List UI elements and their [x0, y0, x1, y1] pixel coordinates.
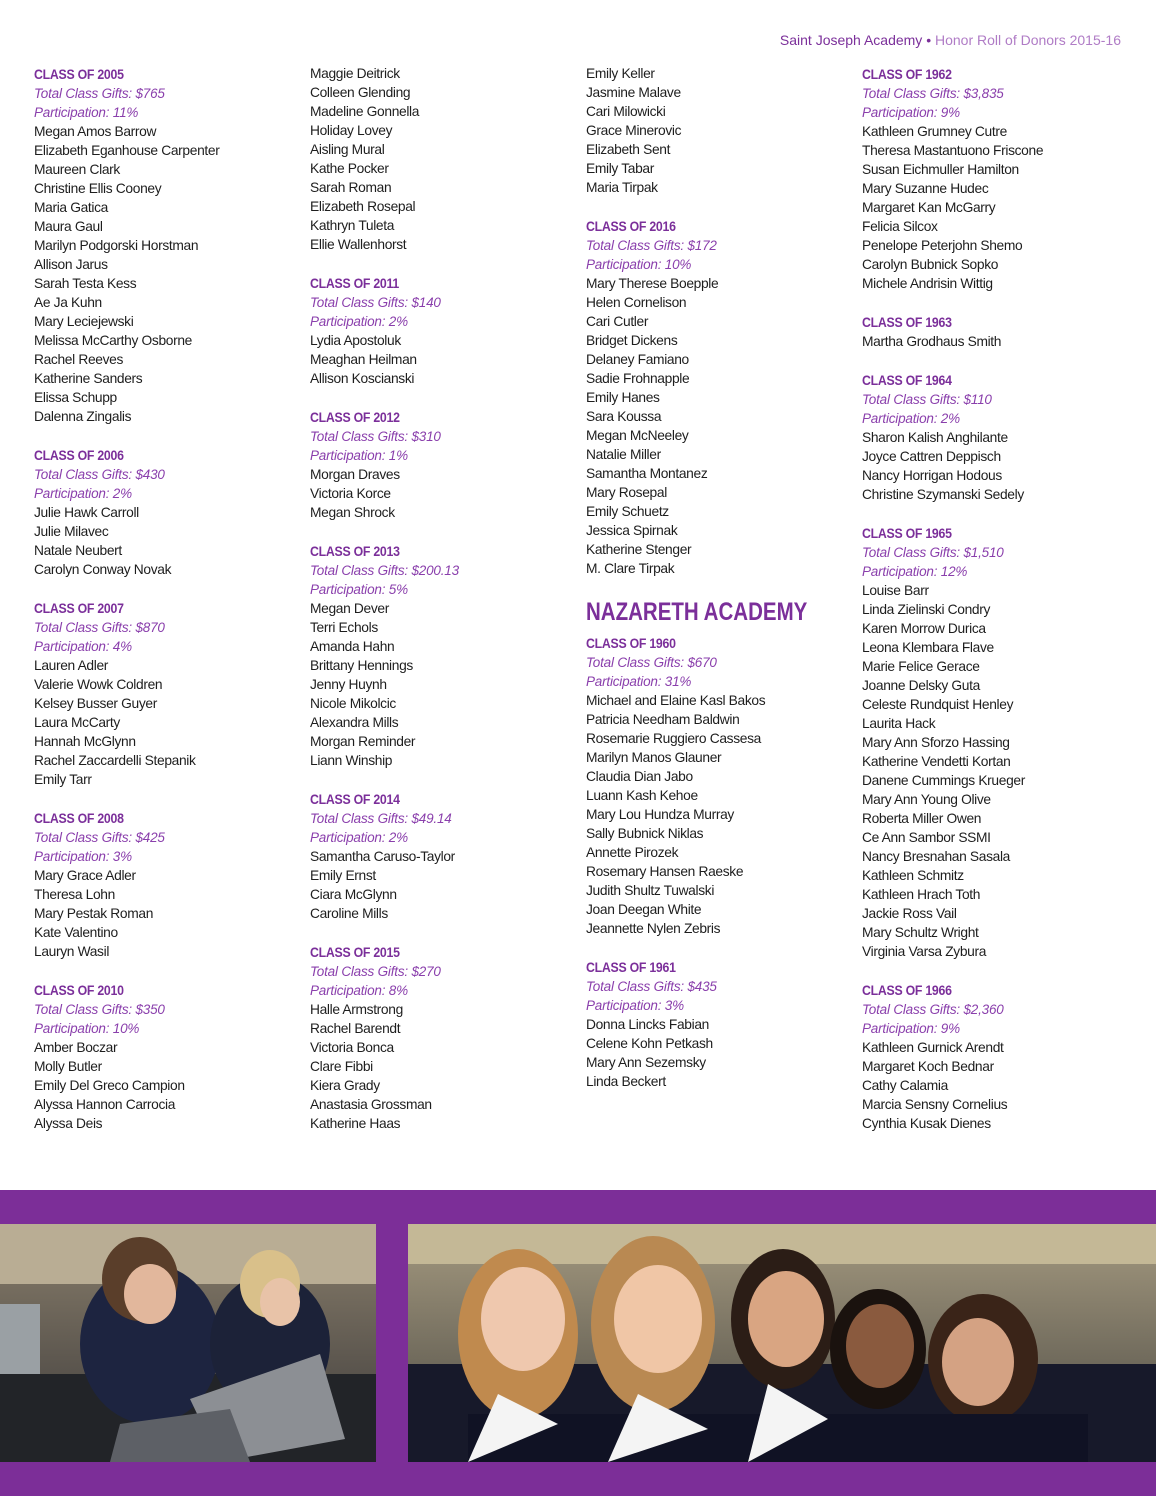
donor-name: Sadie Frohnapple [586, 371, 690, 386]
donor-name: Jackie Ross Vail [862, 906, 957, 921]
donor-list [862, 581, 1127, 961]
donor-name: Maura Gaul [34, 219, 103, 234]
donor-name: Carolyn Conway Novak [34, 562, 172, 577]
donor-name: Mary Leciejewski [34, 314, 134, 329]
donor-name: Penelope Peterjohn Shemo [862, 238, 1023, 253]
class-participation: Participation: 3% [34, 849, 132, 864]
donor-name: Megan Shrock [310, 505, 395, 520]
donor-name: Madeline Gonnella [310, 104, 420, 119]
column-4 [862, 64, 1127, 1152]
donor-name: Helen Cornelison [586, 295, 687, 310]
donor-name: Mary Ann Sezemsky [586, 1055, 706, 1070]
donor-name: Martha Grodhaus Smith [862, 334, 1002, 349]
donor-list [34, 656, 299, 789]
class-participation: Participation: 2% [310, 314, 408, 329]
class-section [310, 273, 575, 388]
class-heading: CLASS OF 1961 [586, 959, 676, 975]
donor-list [586, 274, 851, 578]
donor-name: Sarah Testa Kess [34, 276, 137, 291]
donor-name: Kathleen Gurnick Arendt [862, 1040, 1004, 1055]
donor-name: Michael and Elaine Kasl Bakos [586, 693, 766, 708]
donor-name: Clare Fibbi [310, 1059, 373, 1074]
class-heading: CLASS OF 2012 [310, 409, 400, 425]
class-section [586, 64, 851, 197]
class-section [586, 597, 851, 938]
donor-name: Karen Morrow Durica [862, 621, 986, 636]
donor-name: Leona Klembara Flave [862, 640, 994, 655]
donor-name: Jessica Spirnak [586, 523, 678, 538]
donor-name: Joyce Cattren Deppisch [862, 449, 1001, 464]
donor-name: Grace Minerovic [586, 123, 682, 138]
donor-name: Roberta Miller Owen [862, 811, 982, 826]
class-participation: Participation: 2% [310, 830, 408, 845]
class-participation: Participation: 2% [862, 411, 960, 426]
donor-name: Mary Ann Sforzo Hassing [862, 735, 1010, 750]
class-total-gifts: Total Class Gifts: $110 [862, 392, 992, 407]
donor-name: Emily Del Greco Campion [34, 1078, 185, 1093]
class-participation: Participation: 11% [34, 105, 139, 120]
donor-name: Emily Tabar [586, 161, 654, 176]
donor-name: Terri Echols [310, 620, 378, 635]
donor-name: Linda Beckert [586, 1074, 666, 1089]
donor-name: Mary Suzanne Hudec [862, 181, 989, 196]
donor-name: Morgan Draves [310, 467, 400, 482]
class-participation: Participation: 3% [586, 998, 684, 1013]
donor-name: Katherine Stenger [586, 542, 692, 557]
class-participation: Participation: 4% [34, 639, 132, 654]
donor-list [310, 1000, 575, 1133]
donor-name: Halle Armstrong [310, 1002, 403, 1017]
donor-name: Lauren Adler [34, 658, 109, 673]
donor-name: Louise Barr [862, 583, 929, 598]
header-title: Honor Roll of Donors 2015-16 [935, 32, 1121, 48]
donor-name: Rachel Barendt [310, 1021, 401, 1036]
donor-name: Jasmine Malave [586, 85, 681, 100]
donor-name: Katherine Sanders [34, 371, 143, 386]
donor-name: Kathleen Hrach Toth [862, 887, 981, 902]
class-heading: CLASS OF 2006 [34, 447, 124, 463]
donor-name: Nancy Bresnahan Sasala [862, 849, 1010, 864]
donor-list [586, 64, 851, 197]
donor-list [34, 503, 299, 579]
donor-name: Carolyn Bubnick Sopko [862, 257, 999, 272]
donor-list [310, 64, 575, 254]
donor-name: Amanda Hahn [310, 639, 395, 654]
donor-name: Nicole Mikolcic [310, 696, 396, 711]
donor-name: Alexandra Mills [310, 715, 399, 730]
header-separator: • [926, 32, 932, 48]
donor-list [310, 465, 575, 522]
donor-name: Ae Ja Kuhn [34, 295, 102, 310]
donor-name: Emily Tarr [34, 772, 92, 787]
donor-name: Julie Milavec [34, 524, 109, 539]
donor-name: M. Clare Tirpak [586, 561, 675, 576]
donor-name: Melissa McCarthy Osborne [34, 333, 192, 348]
donor-name: Victoria Bonca [310, 1040, 394, 1055]
class-section [862, 523, 1127, 961]
donor-name: Valerie Wowk Coldren [34, 677, 163, 692]
donor-name: Hannah McGlynn [34, 734, 136, 749]
class-heading: CLASS OF 2008 [34, 810, 124, 826]
donor-name: Rachel Zaccardelli Stepanik [34, 753, 196, 768]
donor-name: Alyssa Deis [34, 1116, 103, 1131]
class-heading: CLASS OF 2010 [34, 982, 124, 998]
class-heading: CLASS OF 1966 [862, 982, 952, 998]
donor-list [862, 428, 1127, 504]
donor-name: Mary Ann Young Olive [862, 792, 991, 807]
class-section [34, 808, 299, 961]
class-total-gifts: Total Class Gifts: $49.14 [310, 811, 452, 826]
donor-name: Natale Neubert [34, 543, 122, 558]
donor-name: Liann Winship [310, 753, 393, 768]
class-section [310, 942, 575, 1133]
donor-name: Susan Eichmuller Hamilton [862, 162, 1019, 177]
donor-name: Kathleen Grumney Cutre [862, 124, 1007, 139]
class-total-gifts: Total Class Gifts: $350 [34, 1002, 165, 1017]
donor-name: Emily Keller [586, 66, 655, 81]
donor-name: Marie Felice Gerace [862, 659, 980, 674]
donor-name: Megan McNeeley [586, 428, 689, 443]
donor-name: Jenny Huynh [310, 677, 387, 692]
class-total-gifts: Total Class Gifts: $425 [34, 830, 165, 845]
donor-list [862, 332, 1127, 351]
donor-name: Kelsey Busser Guyer [34, 696, 157, 711]
donor-name: Lydia Apostoluk [310, 333, 401, 348]
class-section [862, 64, 1127, 293]
donor-name: Megan Dever [310, 601, 389, 616]
donor-name: Marilyn Manos Glauner [586, 750, 722, 765]
donor-name: Ciara McGlynn [310, 887, 397, 902]
donor-name: Maureen Clark [34, 162, 120, 177]
donor-name: Laurita Hack [862, 716, 936, 731]
donor-name: Mary Pestak Roman [34, 906, 154, 921]
class-heading: CLASS OF 2005 [34, 66, 124, 82]
class-heading: CLASS OF 1962 [862, 66, 952, 82]
donor-name: Christine Szymanski Sedely [862, 487, 1024, 502]
donor-name: Dalenna Zingalis [34, 409, 132, 424]
class-participation: Participation: 9% [862, 1021, 960, 1036]
donor-name: Marcia Sensny Cornelius [862, 1097, 1008, 1112]
class-total-gifts: Total Class Gifts: $435 [586, 979, 717, 994]
donor-name: Christine Ellis Cooney [34, 181, 162, 196]
donor-name: Sally Bubnick Niklas [586, 826, 704, 841]
donor-name: Samantha Montanez [586, 466, 708, 481]
class-participation: Participation: 9% [862, 105, 960, 120]
class-section [34, 980, 299, 1133]
class-total-gifts: Total Class Gifts: $3,835 [862, 86, 1004, 101]
donor-name: Natalie Miller [586, 447, 661, 462]
class-total-gifts: Total Class Gifts: $140 [310, 295, 441, 310]
donor-list [310, 599, 575, 770]
class-section [34, 598, 299, 789]
donor-name: Judith Shultz Tuwalski [586, 883, 715, 898]
class-section [862, 980, 1127, 1133]
donor-name: Molly Butler [34, 1059, 102, 1074]
donor-name: Sharon Kalish Anghilante [862, 430, 1008, 445]
class-total-gifts: Total Class Gifts: $430 [34, 467, 165, 482]
class-total-gifts: Total Class Gifts: $870 [34, 620, 165, 635]
donor-name: Maggie Deitrick [310, 66, 400, 81]
donor-name: Mary Schultz Wright [862, 925, 979, 940]
donor-name: Ce Ann Sambor SSMI [862, 830, 991, 845]
class-participation: Participation: 2% [34, 486, 132, 501]
donor-list [34, 1038, 299, 1133]
donor-name: Elizabeth Sent [586, 142, 671, 157]
class-participation: Participation: 31% [586, 674, 692, 689]
donor-name: Holiday Lovey [310, 123, 393, 138]
photo-students-group [408, 1224, 1156, 1462]
donor-list [862, 1038, 1127, 1133]
donor-name: Felicia Silcox [862, 219, 938, 234]
donor-name: Linda Zielinski Condry [862, 602, 991, 617]
donor-list [862, 122, 1127, 293]
donor-name: Kathleen Schmitz [862, 868, 964, 883]
class-heading: CLASS OF 2016 [586, 218, 676, 234]
donor-name: Delaney Famiano [586, 352, 689, 367]
donor-name: Kiera Grady [310, 1078, 380, 1093]
donor-name: Allison Koscianski [310, 371, 415, 386]
column-1 [34, 64, 299, 1152]
donor-name: Rosemary Hansen Raeske [586, 864, 744, 879]
class-total-gifts: Total Class Gifts: $1,510 [862, 545, 1004, 560]
donor-name: Luann Kash Kehoe [586, 788, 698, 803]
class-heading: CLASS OF 1960 [586, 635, 676, 651]
class-participation: Participation: 12% [862, 564, 968, 579]
donor-name: Joanne Delsky Guta [862, 678, 980, 693]
donor-name: Katherine Vendetti Kortan [862, 754, 1011, 769]
donor-name: Rachel Reeves [34, 352, 124, 367]
class-participation: Participation: 10% [34, 1021, 140, 1036]
donor-name: Samantha Caruso-Taylor [310, 849, 455, 864]
donor-name: Megan Amos Barrow [34, 124, 157, 139]
page-header [780, 31, 1121, 49]
class-participation: Participation: 8% [310, 983, 408, 998]
class-participation: Participation: 1% [310, 448, 408, 463]
donor-name: Annette Pirozek [586, 845, 679, 860]
donor-name: Anastasia Grossman [310, 1097, 432, 1112]
class-total-gifts: Total Class Gifts: $310 [310, 429, 441, 444]
donor-name: Claudia Dian Jabo [586, 769, 693, 784]
class-heading: CLASS OF 2013 [310, 543, 400, 559]
donor-name: Mary Therese Boepple [586, 276, 719, 291]
donor-name: Sarah Roman [310, 180, 392, 195]
header-school: Saint Joseph Academy [779, 32, 923, 48]
class-heading: CLASS OF 2014 [310, 791, 400, 807]
donor-list [310, 847, 575, 923]
class-section [310, 407, 575, 522]
donor-name: Elissa Schupp [34, 390, 117, 405]
class-section [586, 216, 851, 578]
class-heading: CLASS OF 2007 [34, 600, 124, 616]
donor-name: Sara Koussa [586, 409, 662, 424]
donor-name: Margaret Kan McGarry [862, 200, 996, 215]
donor-name: Aisling Mural [310, 142, 385, 157]
donor-name: Rosemarie Ruggiero Cassesa [586, 731, 761, 746]
donor-name: Kathryn Tuleta [310, 218, 395, 233]
donor-name: Jeannette Nylen Zebris [586, 921, 721, 936]
class-section [34, 64, 299, 426]
donor-name: Cari Milowicki [586, 104, 666, 119]
class-participation: Participation: 10% [586, 257, 692, 272]
donor-name: Nancy Horrigan Hodous [862, 468, 1002, 483]
donor-name: Julie Hawk Carroll [34, 505, 139, 520]
donor-name: Virginia Varsa Zybura [862, 944, 987, 959]
donor-name: Lauryn Wasil [34, 944, 110, 959]
donor-name: Danene Cummings Krueger [862, 773, 1025, 788]
donor-name: Theresa Lohn [34, 887, 115, 902]
donor-name: Emily Schuetz [586, 504, 669, 519]
donor-name: Amber Boczar [34, 1040, 118, 1055]
class-section [34, 445, 299, 579]
class-total-gifts: Total Class Gifts: $172 [586, 238, 717, 253]
donor-name: Theresa Mastantuono Friscone [862, 143, 1044, 158]
donor-name: Elizabeth Rosepal [310, 199, 416, 214]
class-section [862, 370, 1127, 504]
donor-name: Caroline Mills [310, 906, 388, 921]
donor-name: Laura McCarty [34, 715, 120, 730]
column-3 [586, 64, 851, 1110]
class-participation: Participation: 5% [310, 582, 408, 597]
donor-name: Kate Valentino [34, 925, 118, 940]
academy-heading: NAZARETH ACADEMY [586, 598, 808, 626]
donor-name: Joan Deegan White [586, 902, 702, 917]
donor-name: Brittany Hennings [310, 658, 413, 673]
donor-name: Margaret Koch Bednar [862, 1059, 994, 1074]
donor-name: Maria Tirpak [586, 180, 658, 195]
class-section [310, 64, 575, 254]
donor-name: Cynthia Kusak Dienes [862, 1116, 991, 1131]
donor-name: Mary Lou Hundza Murray [586, 807, 734, 822]
class-heading: CLASS OF 1963 [862, 314, 952, 330]
donor-name: Bridget Dickens [586, 333, 678, 348]
class-total-gifts: Total Class Gifts: $670 [586, 655, 717, 670]
donor-list [586, 691, 851, 938]
class-total-gifts: Total Class Gifts: $765 [34, 86, 165, 101]
donor-name: Michele Andrisin Wittig [862, 276, 993, 291]
donor-name: Maria Gatica [34, 200, 109, 215]
donor-name: Elizabeth Eganhouse Carpenter [34, 143, 220, 158]
donor-name: Emily Hanes [586, 390, 660, 405]
donor-name: Kathe Pocker [310, 161, 389, 176]
donor-name: Katherine Haas [310, 1116, 401, 1131]
donor-name: Celeste Rundquist Henley [862, 697, 1014, 712]
photo-students-laptop [0, 1224, 376, 1462]
class-section [310, 789, 575, 923]
column-2 [310, 64, 575, 1152]
donor-name: Marilyn Podgorski Horstman [34, 238, 199, 253]
donor-name: Patricia Needham Baldwin [586, 712, 740, 727]
class-heading: CLASS OF 2015 [310, 944, 400, 960]
class-total-gifts: Total Class Gifts: $2,360 [862, 1002, 1004, 1017]
donor-list [34, 866, 299, 961]
class-total-gifts: Total Class Gifts: $200.13 [310, 563, 459, 578]
donor-name: Ellie Wallenhorst [310, 237, 407, 252]
class-section [586, 957, 851, 1091]
donor-name: Cari Cutler [586, 314, 649, 329]
donor-name: Alyssa Hannon Carrocia [34, 1097, 176, 1112]
donor-list [34, 122, 299, 426]
class-section [310, 541, 575, 770]
donor-name: Allison Jarus [34, 257, 108, 272]
donor-name: Morgan Reminder [310, 734, 416, 749]
class-section [862, 312, 1127, 351]
donor-name: Mary Grace Adler [34, 868, 136, 883]
class-heading: CLASS OF 1964 [862, 372, 952, 388]
class-heading: CLASS OF 1965 [862, 525, 952, 541]
donor-name: Celene Kohn Petkash [586, 1036, 713, 1051]
donor-name: Emily Ernst [310, 868, 376, 883]
donor-name: Cathy Calamia [862, 1078, 948, 1093]
donor-list [310, 331, 575, 388]
donor-name: Donna Lincks Fabian [586, 1017, 709, 1032]
donor-name: Victoria Korce [310, 486, 391, 501]
donor-list [586, 1015, 851, 1091]
donor-name: Meaghan Heilman [310, 352, 417, 367]
class-total-gifts: Total Class Gifts: $270 [310, 964, 441, 979]
class-heading: CLASS OF 2011 [310, 275, 400, 291]
donor-name: Mary Rosepal [586, 485, 667, 500]
donor-name: Colleen Glending [310, 85, 411, 100]
